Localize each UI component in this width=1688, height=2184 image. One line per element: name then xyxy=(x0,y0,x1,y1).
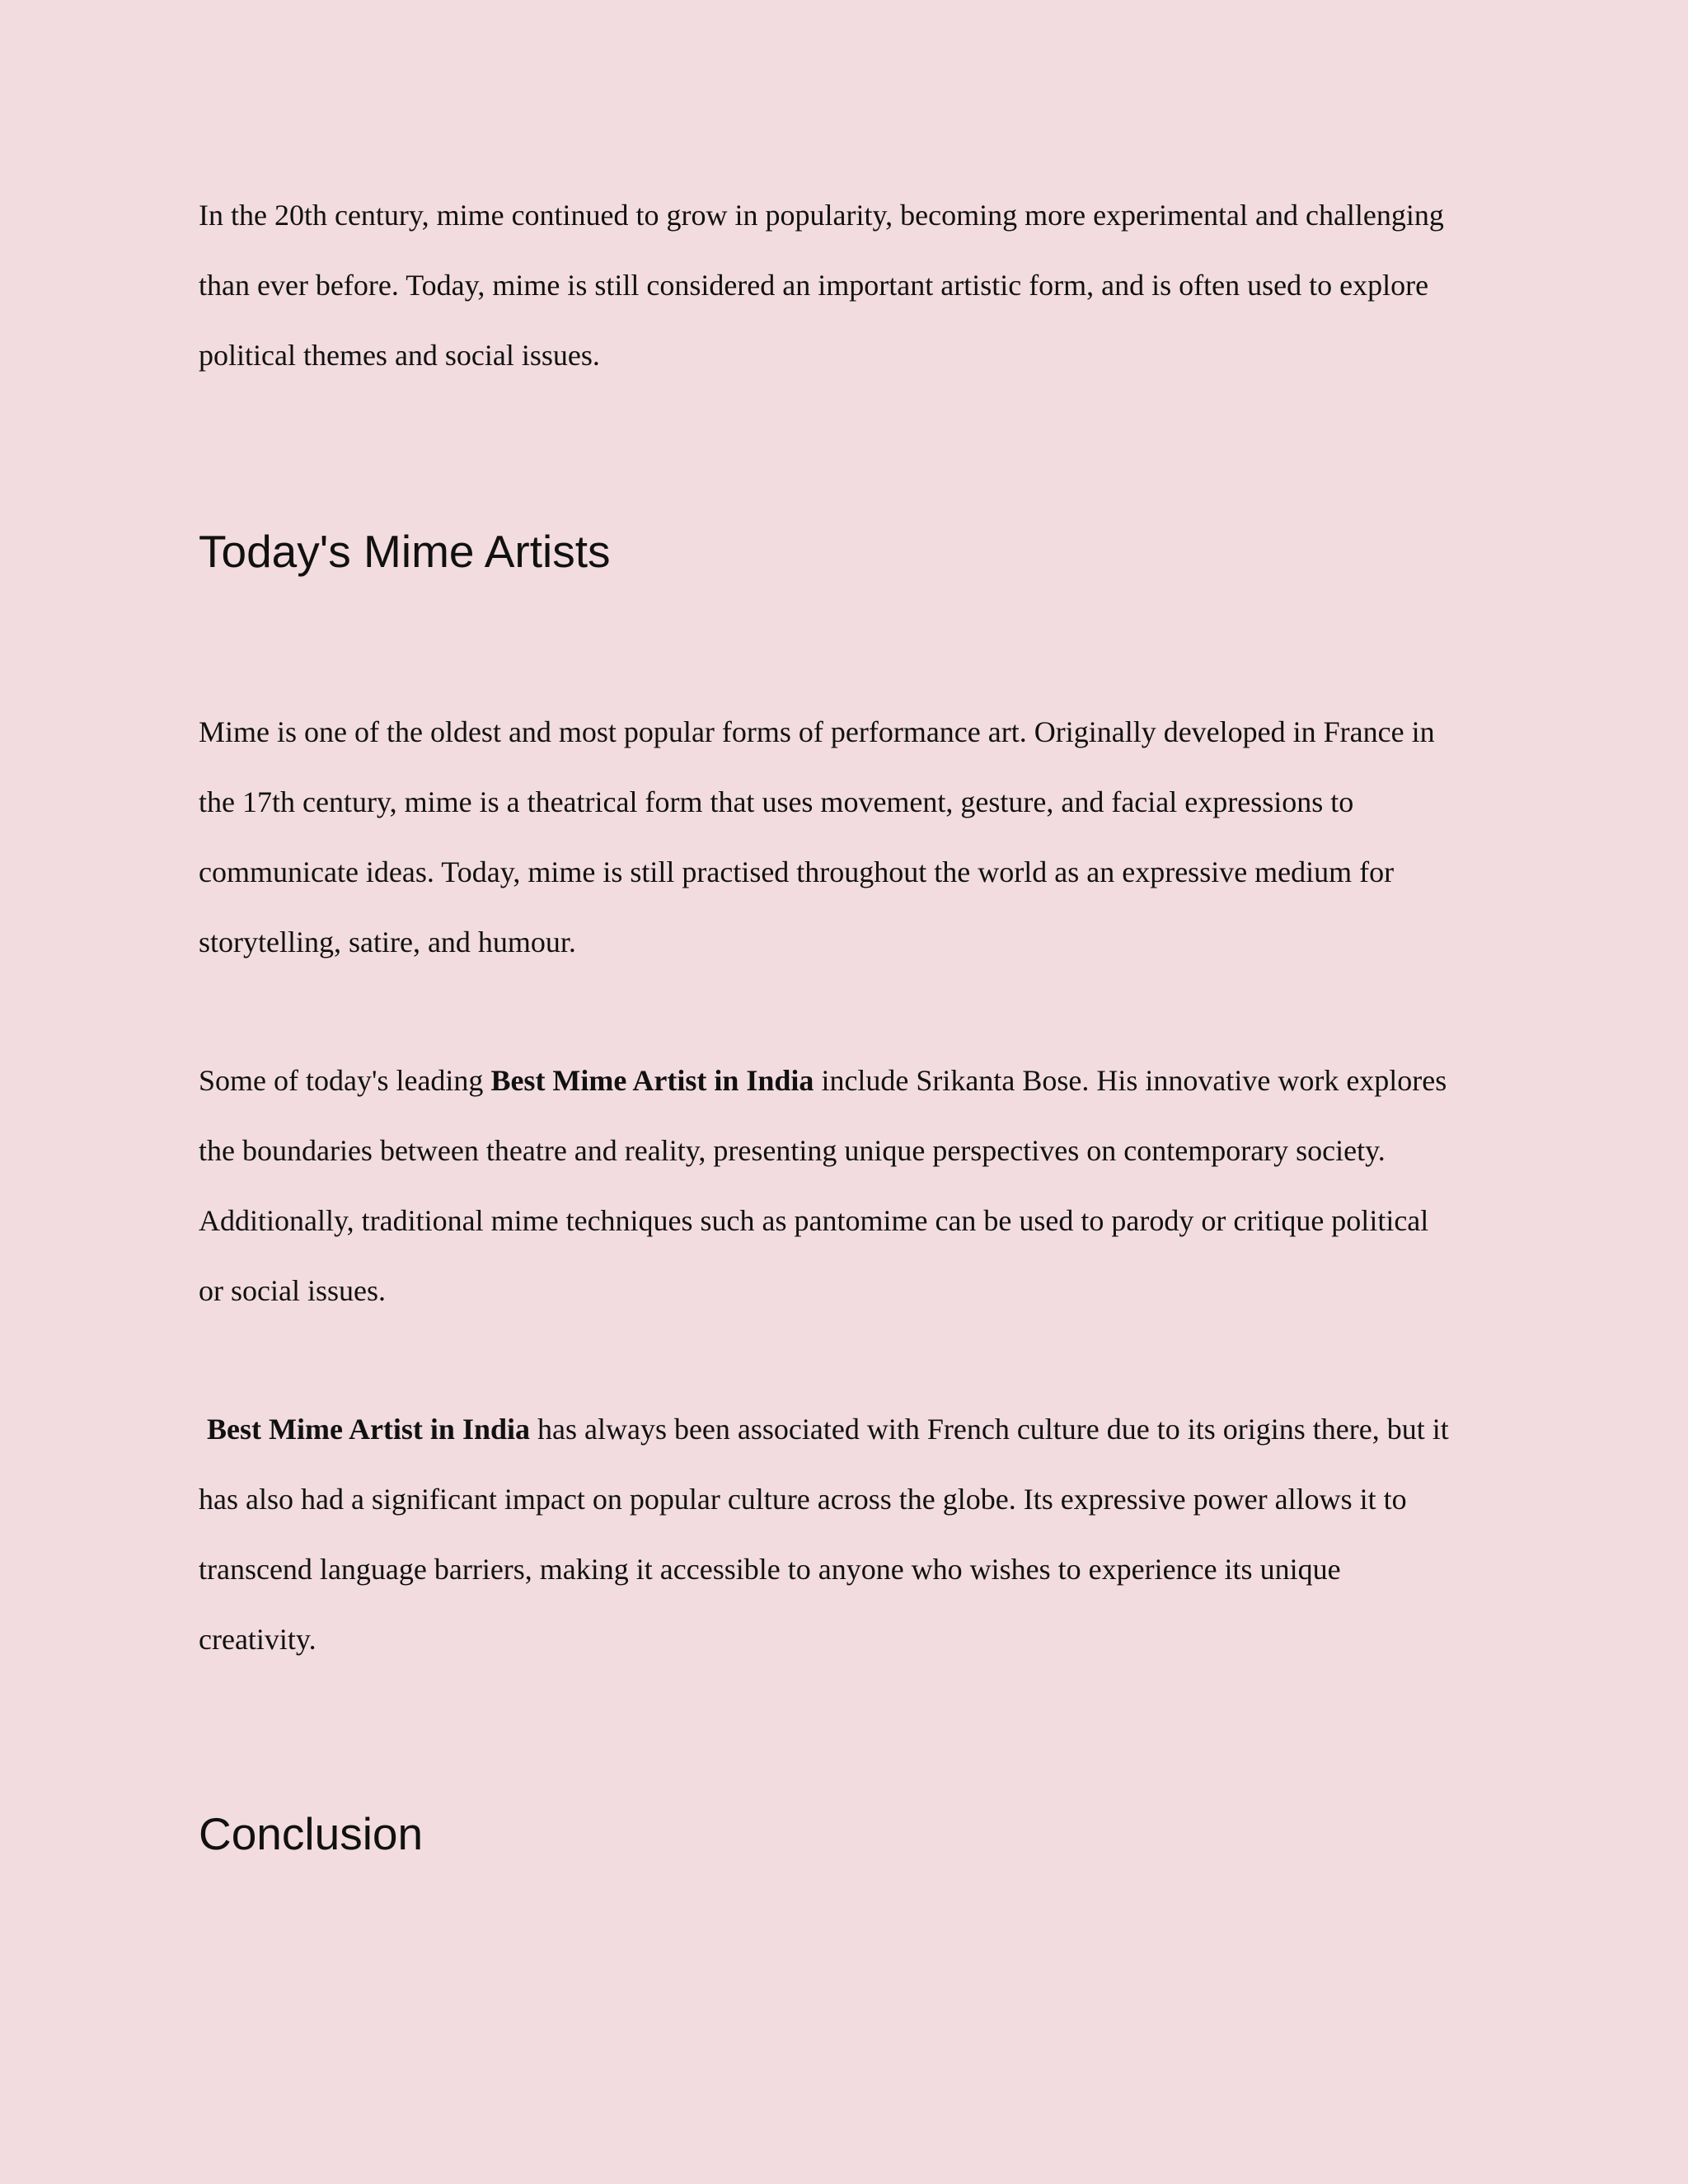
text-line xyxy=(199,1046,1493,1116)
text-line: or social issues. xyxy=(199,1274,386,1307)
text-line: the 17th century, mime is a theatrical form that uses movement, gesture, and facial expressions to xyxy=(199,785,1354,818)
heading-conclusion: Conclusion xyxy=(199,1808,424,1859)
text-line: has also had a significant impact on popular culture across the globe. Its expressive power allows it to xyxy=(199,1483,1407,1516)
text-line: communicate ideas. Today, mime is still practised throughout the world as an expressive medium for xyxy=(199,855,1395,888)
text-segment: has always been associated with French culture due to its origins there, but it xyxy=(530,1413,1449,1446)
heading-todays-mime-artists: Today's Mime Artists xyxy=(199,526,611,577)
paragraph-leading-artists xyxy=(199,1046,1493,1326)
text-line xyxy=(199,1394,1493,1465)
bold-keyword: Best Mime Artist in India xyxy=(207,1413,530,1446)
bold-keyword: Best Mime Artist in India xyxy=(490,1064,814,1097)
text-line: In the 20th century, mime continued to grow in popularity, becoming more experimental and challenging xyxy=(199,199,1444,232)
paragraph-french-culture xyxy=(199,1394,1493,1675)
paragraph-20th-century xyxy=(199,180,1493,391)
text-line: creativity. xyxy=(199,1623,316,1656)
paragraph-mime-history xyxy=(199,697,1493,977)
text-segment: Some of today's leading xyxy=(199,1064,491,1097)
text-line: storytelling, satire, and humour. xyxy=(199,926,576,958)
text-line: than ever before. Today, mime is still considered an important artistic form, and is often used to explore xyxy=(199,269,1429,302)
text-segment: include Srikanta Bose. His innovative work explores xyxy=(814,1064,1447,1097)
text-line: political themes and social issues. xyxy=(199,339,600,372)
text-line: Mime is one of the oldest and most popular forms of performance art. Originally developed in France in xyxy=(199,715,1435,748)
text-line: transcend language barriers, making it accessible to anyone who wishes to experience its unique xyxy=(199,1553,1341,1586)
text-line: the boundaries between theatre and reality, presenting unique perspectives on contemporary society. xyxy=(199,1134,1386,1167)
text-line: Additionally, traditional mime techniques such as pantomime can be used to parody or critique political xyxy=(199,1204,1429,1237)
